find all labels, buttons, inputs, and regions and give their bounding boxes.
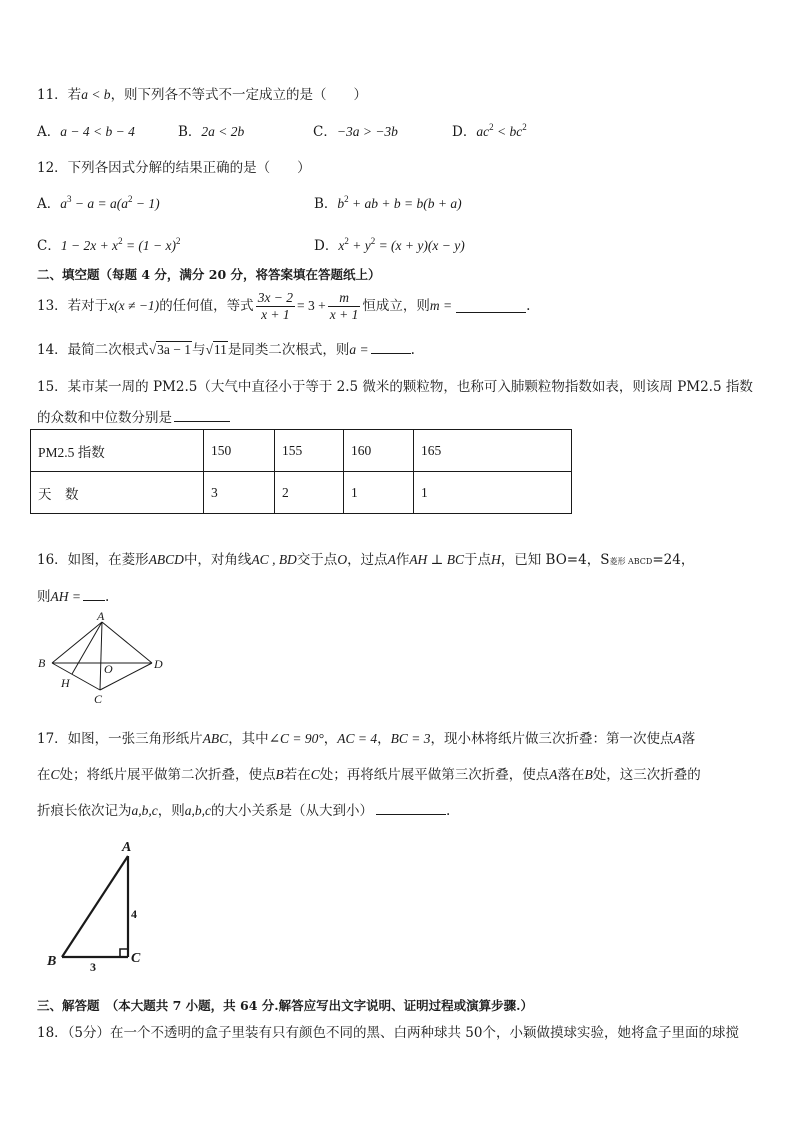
q16-l1-f: ，已知 BO=4，S [500, 552, 610, 568]
label-c: C [94, 692, 103, 706]
q12-option-c-label: C． [37, 238, 61, 254]
q12-option-d [314, 234, 465, 254]
q16-l1-b: 交于点 [296, 552, 338, 568]
q16-h: H [491, 552, 501, 567]
q11-stem-pre: 11．若 [37, 87, 82, 103]
q11-option-b-label: B． [178, 124, 202, 140]
q11-option-a [37, 120, 135, 140]
q12-a-p2: − a = a(a [71, 196, 128, 211]
q11-option-b-expr: 2a < 2b [201, 124, 245, 139]
label-a: A [122, 840, 132, 855]
q15-line2 [37, 406, 230, 426]
q12-a-p1: a [60, 196, 67, 211]
q17-c1: C [50, 767, 60, 782]
rhombus-figure [34, 610, 174, 710]
q12-d-p2: + y [348, 238, 371, 253]
q16-perp: AH ⊥ BC [409, 552, 465, 567]
table-cell: 160 [344, 430, 414, 472]
q17-c2: C [310, 767, 320, 782]
q14-end: . [410, 342, 415, 358]
label-b: B [38, 656, 46, 670]
q17-bc: BC = 3 [390, 731, 431, 746]
q16-l2-pre: 则 [37, 589, 51, 605]
q12-option-d-label: D． [314, 238, 339, 254]
q17-answer-blank[interactable] [376, 802, 446, 815]
q13-answer-blank[interactable] [456, 300, 526, 313]
q17-line3 [37, 799, 450, 819]
diagonal-ac [100, 622, 102, 690]
q17-b1: B [275, 767, 284, 782]
q11-option-d-exp2: 2 [522, 122, 527, 132]
q17-angle: ∠C = 90° [268, 731, 324, 746]
table-cell: PM2.5 指数 [31, 430, 204, 472]
q11-option-a-label: A． [37, 124, 61, 140]
q12-d-p1: x [338, 238, 345, 253]
q13 [37, 286, 530, 326]
q12-b-e1: 2 [344, 194, 349, 204]
q12-option-b-label: B． [314, 196, 338, 212]
q17-b2: B [584, 767, 593, 782]
q11-option-c [313, 120, 398, 140]
right-triangle-figure [40, 834, 160, 976]
q16-o: O [337, 552, 348, 567]
section-2-title: 二、填空题（每题 4 分，满分 20 分，将答案填在答题纸上） [37, 267, 381, 282]
label-d: D [154, 657, 163, 671]
q17-l1-b: ， [323, 731, 338, 747]
q13-condition: x(x ≠ −1) [108, 298, 160, 313]
q16-l1-pre: 16．如图，在菱形 [37, 552, 149, 568]
q17-l3-b: ，则 [157, 803, 185, 819]
q11-stem-post: ，则下列各不等式不一定成立的是（ ） [110, 87, 368, 103]
q17-vars2: a,b,c [184, 803, 211, 818]
q14-post: 是同类二次根式，则 [227, 342, 350, 358]
q11-option-d-exp1: 2 [489, 122, 494, 132]
q11-condition: a < b [81, 87, 111, 102]
section-3-title: 三、解答题 （本大题共 7 小题，共 64 分.解答应写出文字说明、证明过程或演算步骤.） [37, 998, 533, 1013]
right-angle-mark [120, 949, 128, 957]
q15-line1: 15．某市某一周的 PM2.5（大气中直径小于等于 2.5 微米的颗粒物，也称可入肺颗粒物指数如表，则该周 PM2.5 指数 [37, 379, 753, 395]
q17-l1-d: ，现小林将纸片做三次折叠：第一次使点 [430, 731, 674, 747]
q16-l1-e: 于点 [464, 552, 492, 568]
q17-l3-a: 折痕长依次记为 [37, 803, 132, 819]
q17-l1-pre: 17．如图，一张三角形纸片 [37, 731, 203, 747]
q14-radicand-2: 11 [213, 342, 227, 357]
sqrt-sign-2: √ [205, 342, 213, 357]
table-cell: 1 [344, 472, 414, 514]
table-cell: 2 [275, 472, 344, 514]
q17-ac: AC = 4 [337, 731, 378, 746]
q12-option-b [314, 192, 462, 212]
q17-a1: A [673, 731, 682, 746]
q16-line1 [37, 548, 694, 568]
q11-option-c-expr: −3a > −3b [336, 124, 398, 139]
altitude-ah [72, 622, 102, 674]
q14-answer-blank[interactable] [371, 341, 411, 354]
table-cell: 165 [414, 430, 572, 472]
q17-a2: A [549, 767, 558, 782]
q16-subscript: 菱形 ABCD [609, 557, 653, 566]
label-a: A [97, 610, 105, 623]
q13-eq: = 3 + [297, 298, 326, 313]
q12-c-e2: 2 [176, 236, 181, 246]
q17-l2-d: 处；再将纸片展平做第三次折叠，使点 [319, 767, 550, 783]
q14-mid: 与 [191, 342, 206, 358]
label-c: C [131, 951, 141, 966]
q12-option-c [37, 234, 181, 254]
q16-l1-g: =24， [652, 552, 695, 568]
q17-l1-a: ，其中 [228, 731, 269, 747]
q13-var: m = [429, 298, 453, 313]
q12-stem: 12．下列各因式分解的结果正确的是（ ） [37, 160, 311, 176]
q14-pre: 14．最简二次根式 [37, 342, 149, 358]
q17-l2-b: 处；将纸片展平做第二次折叠，使点 [59, 767, 276, 783]
q17-line1 [37, 727, 695, 747]
q13-mid: 的任何值，等式 [159, 298, 254, 314]
q11-option-c-label: C． [313, 124, 337, 140]
q17-vars: a,b,c [131, 803, 158, 818]
hypotenuse-ab [62, 856, 128, 957]
q13-f1-den: x + 1 [261, 306, 290, 322]
q15-answer-blank[interactable] [174, 409, 230, 422]
q17-l2-f: 处，这三次折叠的 [592, 767, 701, 783]
q11-option-b [178, 120, 244, 140]
q13-f1-num: 3x − 2 [257, 289, 294, 305]
q16-end: . [104, 589, 110, 605]
q13-end: . [526, 298, 531, 314]
q16-diag: AC , BD [251, 552, 297, 567]
q12-b-p1: b [337, 196, 345, 211]
q12-c-e1: 2 [118, 236, 123, 246]
table-row [31, 472, 572, 514]
q12-d-e1: 2 [344, 236, 349, 246]
q17-end: . [446, 803, 451, 819]
q12-d-e2: 2 [370, 236, 376, 246]
q17-l2-e: 落在 [557, 767, 585, 783]
table-cell: 1 [414, 472, 572, 514]
q12-a-e2: 2 [127, 194, 133, 204]
side-label-3: 3 [90, 960, 96, 974]
q12-c-p1: 1 − 2x + x [60, 238, 119, 253]
q18-text: 18．（5分）在一个不透明的盒子里装有只有颜色不同的黑、白两种球共 50个，小颖做摸球实验，她将盒子里面的球搅 [37, 1025, 739, 1041]
q13-pre: 13．若对于 [37, 298, 109, 314]
side-label-4: 4 [131, 907, 137, 921]
q17-l3-c: 的大小关系是（从大到小） [211, 803, 373, 819]
q14-var: a = [349, 342, 369, 357]
table-cell: 155 [275, 430, 344, 472]
q16-l1-a: 中，对角线 [183, 552, 252, 568]
q16-answer-blank[interactable] [83, 588, 105, 601]
q15-line2-text: 的众数和中位数分别是 [37, 410, 172, 426]
q16-l1-d: 作 [395, 552, 410, 568]
q11-option-d [452, 120, 527, 140]
label-o: O [104, 662, 113, 676]
q11-option-d-label: D． [452, 124, 477, 140]
table-cell: 150 [204, 430, 275, 472]
q13-fraction-2 [328, 290, 361, 323]
edge-ad [102, 622, 152, 663]
q12-option-a [37, 192, 160, 212]
q12-a-p3: − 1) [132, 196, 160, 211]
q12-c-p2: = (1 − x) [122, 238, 177, 253]
table-cell: 天 数 [31, 472, 204, 514]
q12-b-p2: + ab + b = b(b + a) [348, 196, 462, 211]
q11-option-d-base1: ac [476, 124, 490, 139]
q11-option-a-expr: a − 4 < b − 4 [60, 124, 135, 139]
label-b: B [47, 954, 57, 969]
q17-l2-a: 在 [37, 767, 51, 783]
q16-l1-c: ，过点 [347, 552, 388, 568]
q13-f2-den: x + 1 [329, 306, 359, 322]
table-row [31, 430, 572, 472]
q11-option-d-base2: bc [509, 124, 523, 139]
q17-l1-c: ， [377, 731, 391, 747]
q13-f2-num: m [328, 290, 361, 307]
q17-l2-c: 若在 [283, 767, 311, 783]
q16-abcd: ABCD [148, 552, 184, 567]
q17-abc: ABC [202, 731, 229, 746]
pm25-table [30, 429, 572, 514]
q11-stem [37, 83, 367, 103]
q16-var: AH = [50, 589, 81, 604]
q14-radicand-1: 3a − 1 [157, 342, 191, 357]
q17-line2 [37, 763, 701, 783]
q14 [37, 338, 415, 358]
label-h: H [61, 676, 70, 690]
q17-l1-e: 落 [681, 731, 696, 747]
q16-a: A [387, 552, 396, 567]
q12-d-p3: = (x + y)(x − y) [375, 238, 465, 253]
table-cell: 3 [204, 472, 275, 514]
sqrt-sign-1: √ [148, 342, 157, 357]
edge-ab [52, 622, 102, 663]
q12-a-e1: 3 [67, 194, 72, 204]
q12-option-a-label: A． [37, 196, 61, 212]
q13-fraction-1 [256, 290, 295, 323]
q11-option-d-mid: < [493, 124, 510, 139]
q13-post: 恒成立，则 [362, 298, 430, 314]
q16-line2 [37, 585, 109, 605]
